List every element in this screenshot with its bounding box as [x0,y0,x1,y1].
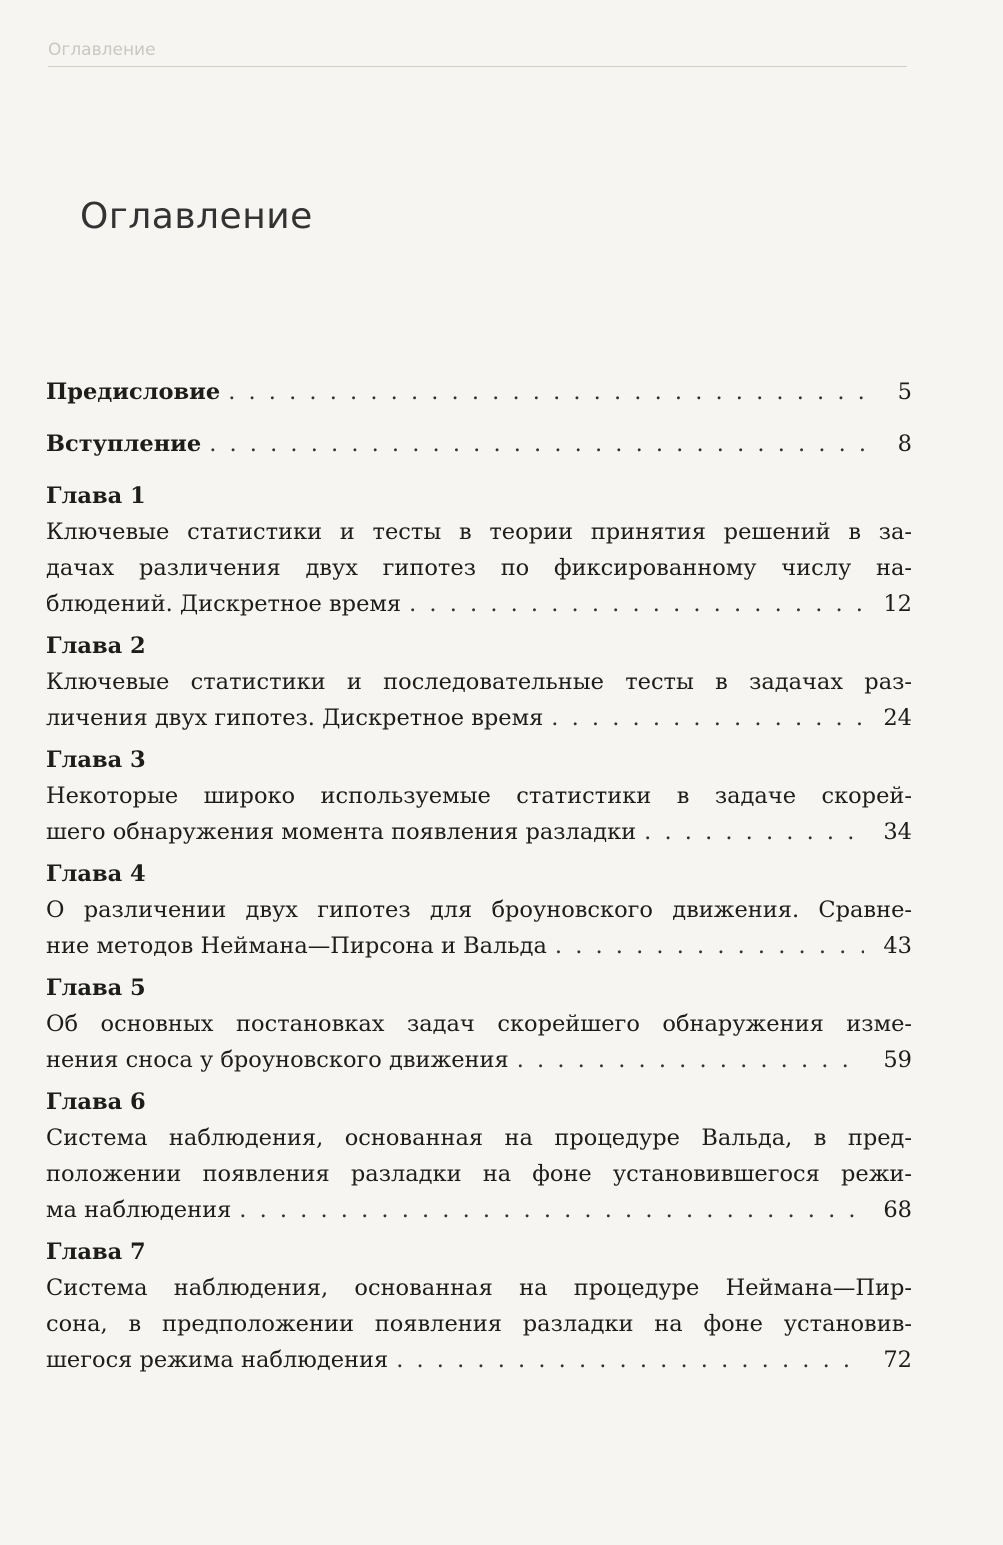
toc-page-number: 8 [897,431,912,457]
chapter-title-line: Некоторые широко используемые статистики в задаче скорей- [46,783,912,809]
chapter-label: Глава 4 [46,861,146,887]
chapter-title-line: ние методов Неймана—Пирсона и Вальда [46,933,547,959]
dot-leader [644,814,864,850]
toc-entry-chapter-4[interactable] [46,856,912,964]
chapter-title-line: шего обнаружения момента появления разладки [46,819,637,845]
toc-page-number: 5 [897,379,912,405]
chapter-title-line: личения двух гипотез. Дискретное время [46,705,544,731]
chapter-title-line: Ключевые статистики и тесты в теории принятия решений в за- [46,519,912,545]
dot-leader [228,374,864,410]
toc-entry-label: Предисловие [46,379,221,405]
toc-entry-chapter-7[interactable] [46,1234,912,1378]
chapter-label: Глава 6 [46,1089,146,1115]
chapter-title-line: Об основных постановках задач скорейшего обнаружения изме- [46,1011,912,1037]
toc-entry-chapter-2[interactable] [46,628,912,736]
chapter-label: Глава 3 [46,747,146,773]
chapter-title-line: Система наблюдения, основанная на процедуре Вальда, в пред- [46,1125,912,1151]
toc-page-number: 43 [883,933,912,959]
chapter-title-line: шегося режима наблюдения [46,1347,389,1373]
chapter-list [46,478,912,1378]
chapter-title-line: нения сноса у броуновского движения [46,1047,509,1073]
chapter-label: Глава 7 [46,1239,146,1265]
toc-entry-chapter-3[interactable] [46,742,912,850]
toc-page-number: 34 [883,819,912,845]
running-header [48,40,907,67]
dot-leader [209,426,864,462]
running-header-title: Оглавление [48,40,156,60]
toc-entry-preface[interactable] [46,374,912,410]
toc-entry-label: Вступление [46,431,202,457]
chapter-label: Глава 5 [46,975,146,1001]
toc-page-number: 68 [883,1197,912,1223]
dot-leader [555,928,864,964]
dot-leader [409,586,864,622]
toc-entry-chapter-5[interactable] [46,970,912,1078]
toc-page-number: 72 [883,1347,912,1373]
chapter-title-line: блюдений. Дискретное время [46,591,402,617]
toc-entry-chapter-6[interactable] [46,1084,912,1228]
chapter-label: Глава 1 [46,483,146,509]
toc-entry-introduction[interactable] [46,426,912,462]
toc-page-number: 12 [883,591,912,617]
toc-page-number: 24 [883,705,912,731]
chapter-title-line: Ключевые статистики и последовательные тесты в задачах раз- [46,669,912,695]
dot-leader [396,1342,864,1378]
dot-leader [551,700,864,736]
table-of-contents [46,374,912,1378]
chapter-title-line: Система наблюдения, основанная на процедуре Неймана—Пир- [46,1275,912,1301]
chapter-title-line: ма наблюдения [46,1197,232,1223]
chapter-title-line: положении появления разладки на фоне установившегося режи- [46,1161,912,1187]
toc-page-number: 59 [883,1047,912,1073]
toc-entry-chapter-1[interactable] [46,478,912,622]
page-title: Оглавление [80,196,313,237]
dot-leader [517,1042,864,1078]
chapter-title-line: дачах различения двух гипотез по фиксированному числу на- [46,555,912,581]
chapter-title-line: сона, в предположении появления разладки на фоне установив- [46,1311,912,1337]
dot-leader [239,1192,864,1228]
chapter-label: Глава 2 [46,633,146,659]
chapter-title-line: О различении двух гипотез для броуновского движения. Сравне- [46,897,912,923]
